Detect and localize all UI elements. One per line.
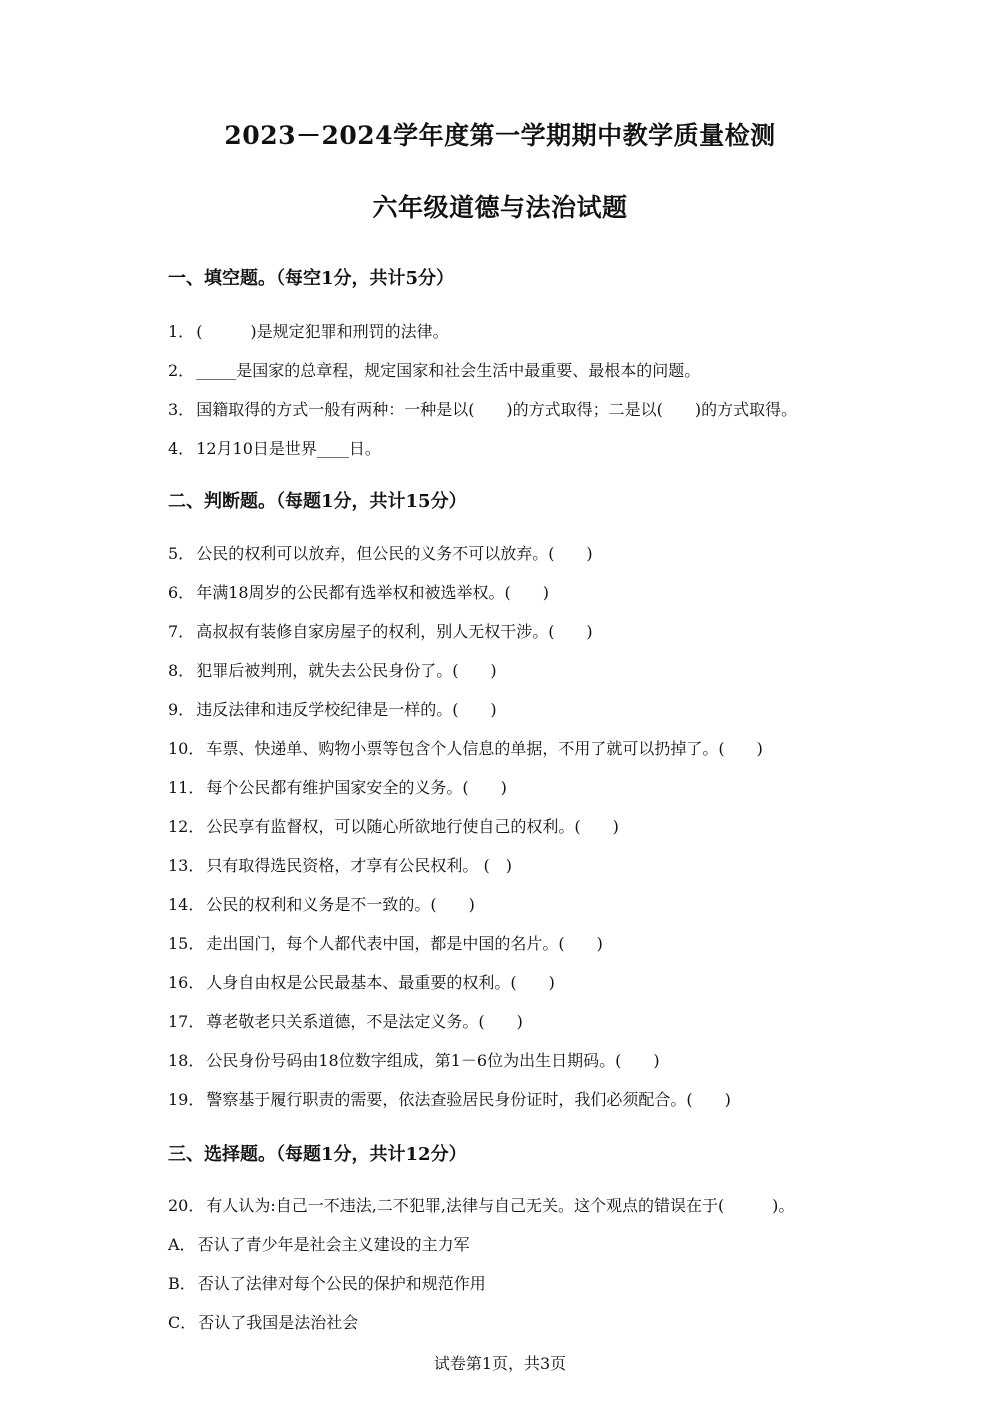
- question-item: 9． 违反法律和违反学校纪律是一样的。( ): [168, 700, 497, 719]
- choice-option: B． 否认了法律对每个公民的保护和规范作用: [168, 1274, 486, 1293]
- question-item: 11． 每个公民都有维护国家安全的义务。( ): [168, 778, 507, 797]
- question-item: 12． 公民享有监督权，可以随心所欲地行使自己的权利。( ): [168, 817, 619, 836]
- section-heading-multiple-choice: 三、选择题。（每题1分，共计12分）: [168, 1144, 467, 1165]
- question-item: 18． 公民身份号码由18位数字组成，第1－6位为出生日期码。( ): [168, 1051, 660, 1070]
- page-number-footer: 试卷第1页，共3页: [433, 1354, 567, 1373]
- question-item: 7． 高叔叔有装修自家房屋子的权利，别人无权干涉。( ): [168, 622, 593, 641]
- question-item: 5． 公民的权利可以放弃，但公民的义务不可以放弃。( ): [168, 544, 593, 563]
- question-item: 4． 12月10日是世界____日。: [168, 439, 381, 458]
- question-item: 16． 人身自由权是公民最基本、最重要的权利。( ): [168, 973, 555, 992]
- question-item: 19． 警察基于履行职责的需要，依法查验居民身份证时，我们必须配合。( ): [168, 1090, 731, 1109]
- question-item: 17． 尊老敬老只关系道德，不是法定义务。( ): [168, 1012, 523, 1031]
- question-item: 2． _____是国家的总章程，规定国家和社会生活中最重要、最根本的问题。: [168, 361, 701, 380]
- question-item: 13． 只有取得选民资格，才享有公民权利。 ( ): [168, 856, 512, 875]
- question-item: 20． 有人认为:自己一不违法,二不犯罪,法律与自己无关。这个观点的错误在于( )。: [168, 1196, 795, 1215]
- question-item: 3． 国籍取得的方式一般有两种：一种是以( )的方式取得；二是以( )的方式取得。: [168, 400, 798, 419]
- exam-subtitle: 六年级道德与法治试题: [372, 193, 628, 222]
- section-heading-fill-in: 一、填空题。（每空1分，共计5分）: [168, 268, 455, 289]
- exam-title: 2023－2024学年度第一学期期中教学质量检测: [224, 121, 776, 150]
- question-item: 14． 公民的权利和义务是不一致的。( ): [168, 895, 475, 914]
- question-item: 10． 车票、快递单、购物小票等包含个人信息的单据，不用了就可以扔掉了。( ): [168, 739, 763, 758]
- choice-option: A． 否认了青少年是社会主义建设的主力军: [168, 1235, 470, 1254]
- question-item: 8． 犯罪后被判刑，就失去公民身份了。( ): [168, 661, 497, 680]
- question-item: 15． 走出国门，每个人都代表中国，都是中国的名片。( ): [168, 934, 603, 953]
- section-heading-true-false: 二、判断题。（每题1分，共计15分）: [168, 491, 467, 512]
- question-item: 1． ( )是规定犯罪和刑罚的法律。: [168, 322, 449, 341]
- choice-option: C． 否认了我国是法治社会: [168, 1313, 359, 1332]
- question-item: 6． 年满18周岁的公民都有选举权和被选举权。( ): [168, 583, 550, 602]
